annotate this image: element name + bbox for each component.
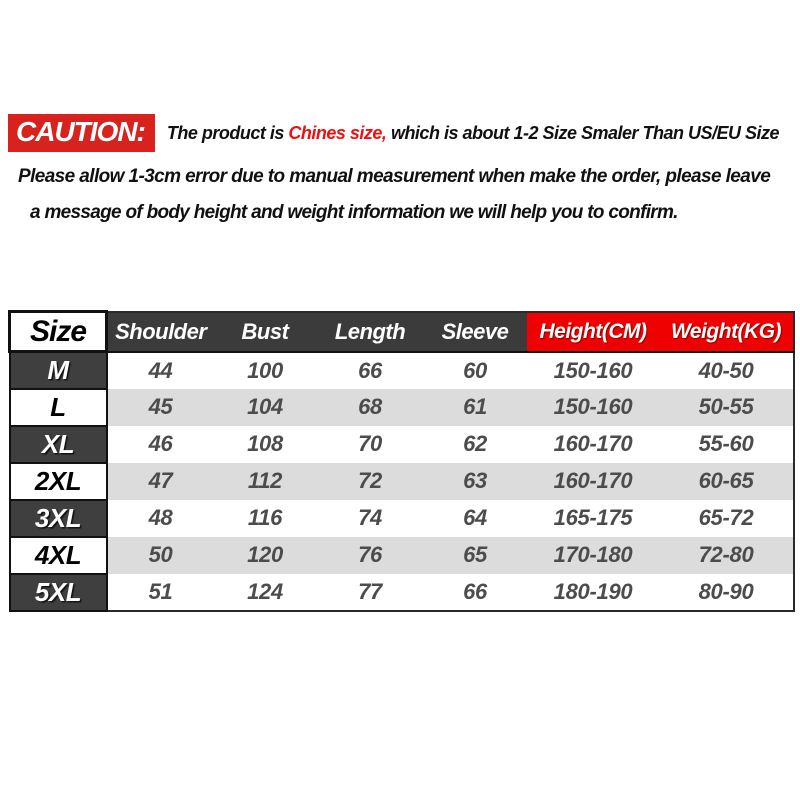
measurement-cell: 108 (214, 426, 317, 463)
header-height-cm: Height(CM) (527, 312, 660, 352)
measurement-cell: 65 (424, 537, 527, 574)
measurement-cell: 72 (317, 463, 424, 500)
measurement-cell: 48 (107, 500, 214, 537)
measurement-cell: 68 (317, 389, 424, 426)
size-label: 4XL (10, 537, 107, 574)
measurement-cell: 76 (317, 537, 424, 574)
header-size: Size (10, 312, 107, 352)
measurement-cell: 124 (214, 574, 317, 611)
measurement-cell: 47 (107, 463, 214, 500)
size-label: M (10, 352, 107, 389)
caution-line1-highlight: Chines size, (288, 122, 387, 143)
size-label: L (10, 389, 107, 426)
measurement-cell: 64 (424, 500, 527, 537)
measurement-cell: 61 (424, 389, 527, 426)
measurement-cell: 112 (214, 463, 317, 500)
table-row (10, 426, 794, 463)
caution-line1-prefix: The product is (166, 122, 289, 143)
measurement-cell: 77 (317, 574, 424, 611)
measurement-cell: 80-90 (660, 574, 794, 611)
caution-line3: a message of body height and weight information we will help you to confirm. (30, 202, 678, 223)
measurement-cell: 62 (424, 426, 527, 463)
measurement-cell: 60 (424, 352, 527, 389)
caution-line1-suffix: which is about 1-2 Size Smaler Than US/EU Size (386, 122, 780, 143)
caution-line2: Please allow 1-3cm error due to manual measurement when make the order, please leave (18, 166, 771, 187)
measurement-cell: 66 (424, 574, 527, 611)
measurement-cell: 70 (317, 426, 424, 463)
measurement-cell: 65-72 (660, 500, 794, 537)
measurement-cell: 100 (214, 352, 317, 389)
size-label: 2XL (10, 463, 107, 500)
header-sleeve: Sleeve (424, 312, 527, 352)
caution-row (8, 114, 796, 152)
table-row (10, 500, 794, 537)
measurement-cell: 46 (107, 426, 214, 463)
measurement-cell: 150-160 (527, 389, 660, 426)
measurement-cell: 55-60 (660, 426, 794, 463)
caution-line1 (167, 123, 779, 144)
measurement-cell: 60-65 (660, 463, 794, 500)
measurement-cell: 63 (424, 463, 527, 500)
measurement-cell: 150-160 (527, 352, 660, 389)
header-weight-kg: Weight(KG) (660, 312, 794, 352)
measurement-cell: 50 (107, 537, 214, 574)
measurement-cell: 180-190 (527, 574, 660, 611)
header-bust: Bust (214, 312, 317, 352)
size-label: 5XL (10, 574, 107, 611)
measurement-cell: 165-175 (527, 500, 660, 537)
measurement-cell: 66 (317, 352, 424, 389)
caution-badge: CAUTION: (8, 114, 155, 152)
size-table-body (10, 352, 794, 611)
size-label: XL (10, 426, 107, 463)
size-table (8, 310, 795, 612)
measurement-cell: 72-80 (660, 537, 794, 574)
measurement-cell: 170-180 (527, 537, 660, 574)
table-row (10, 574, 794, 611)
measurement-cell: 160-170 (527, 426, 660, 463)
measurement-cell: 40-50 (660, 352, 794, 389)
table-row (10, 537, 794, 574)
measurement-cell: 74 (317, 500, 424, 537)
measurement-cell: 45 (107, 389, 214, 426)
measurement-cell: 160-170 (527, 463, 660, 500)
measurement-cell: 116 (214, 500, 317, 537)
measurement-cell: 51 (107, 574, 214, 611)
size-label: 3XL (10, 500, 107, 537)
table-row (10, 389, 794, 426)
measurement-cell: 120 (214, 537, 317, 574)
table-row (10, 463, 794, 500)
measurement-cell: 50-55 (660, 389, 794, 426)
table-row (10, 352, 794, 389)
header-shoulder: Shoulder (107, 312, 214, 352)
table-header-row (10, 312, 794, 352)
measurement-cell: 104 (214, 389, 317, 426)
measurement-cell: 44 (107, 352, 214, 389)
header-length: Length (317, 312, 424, 352)
